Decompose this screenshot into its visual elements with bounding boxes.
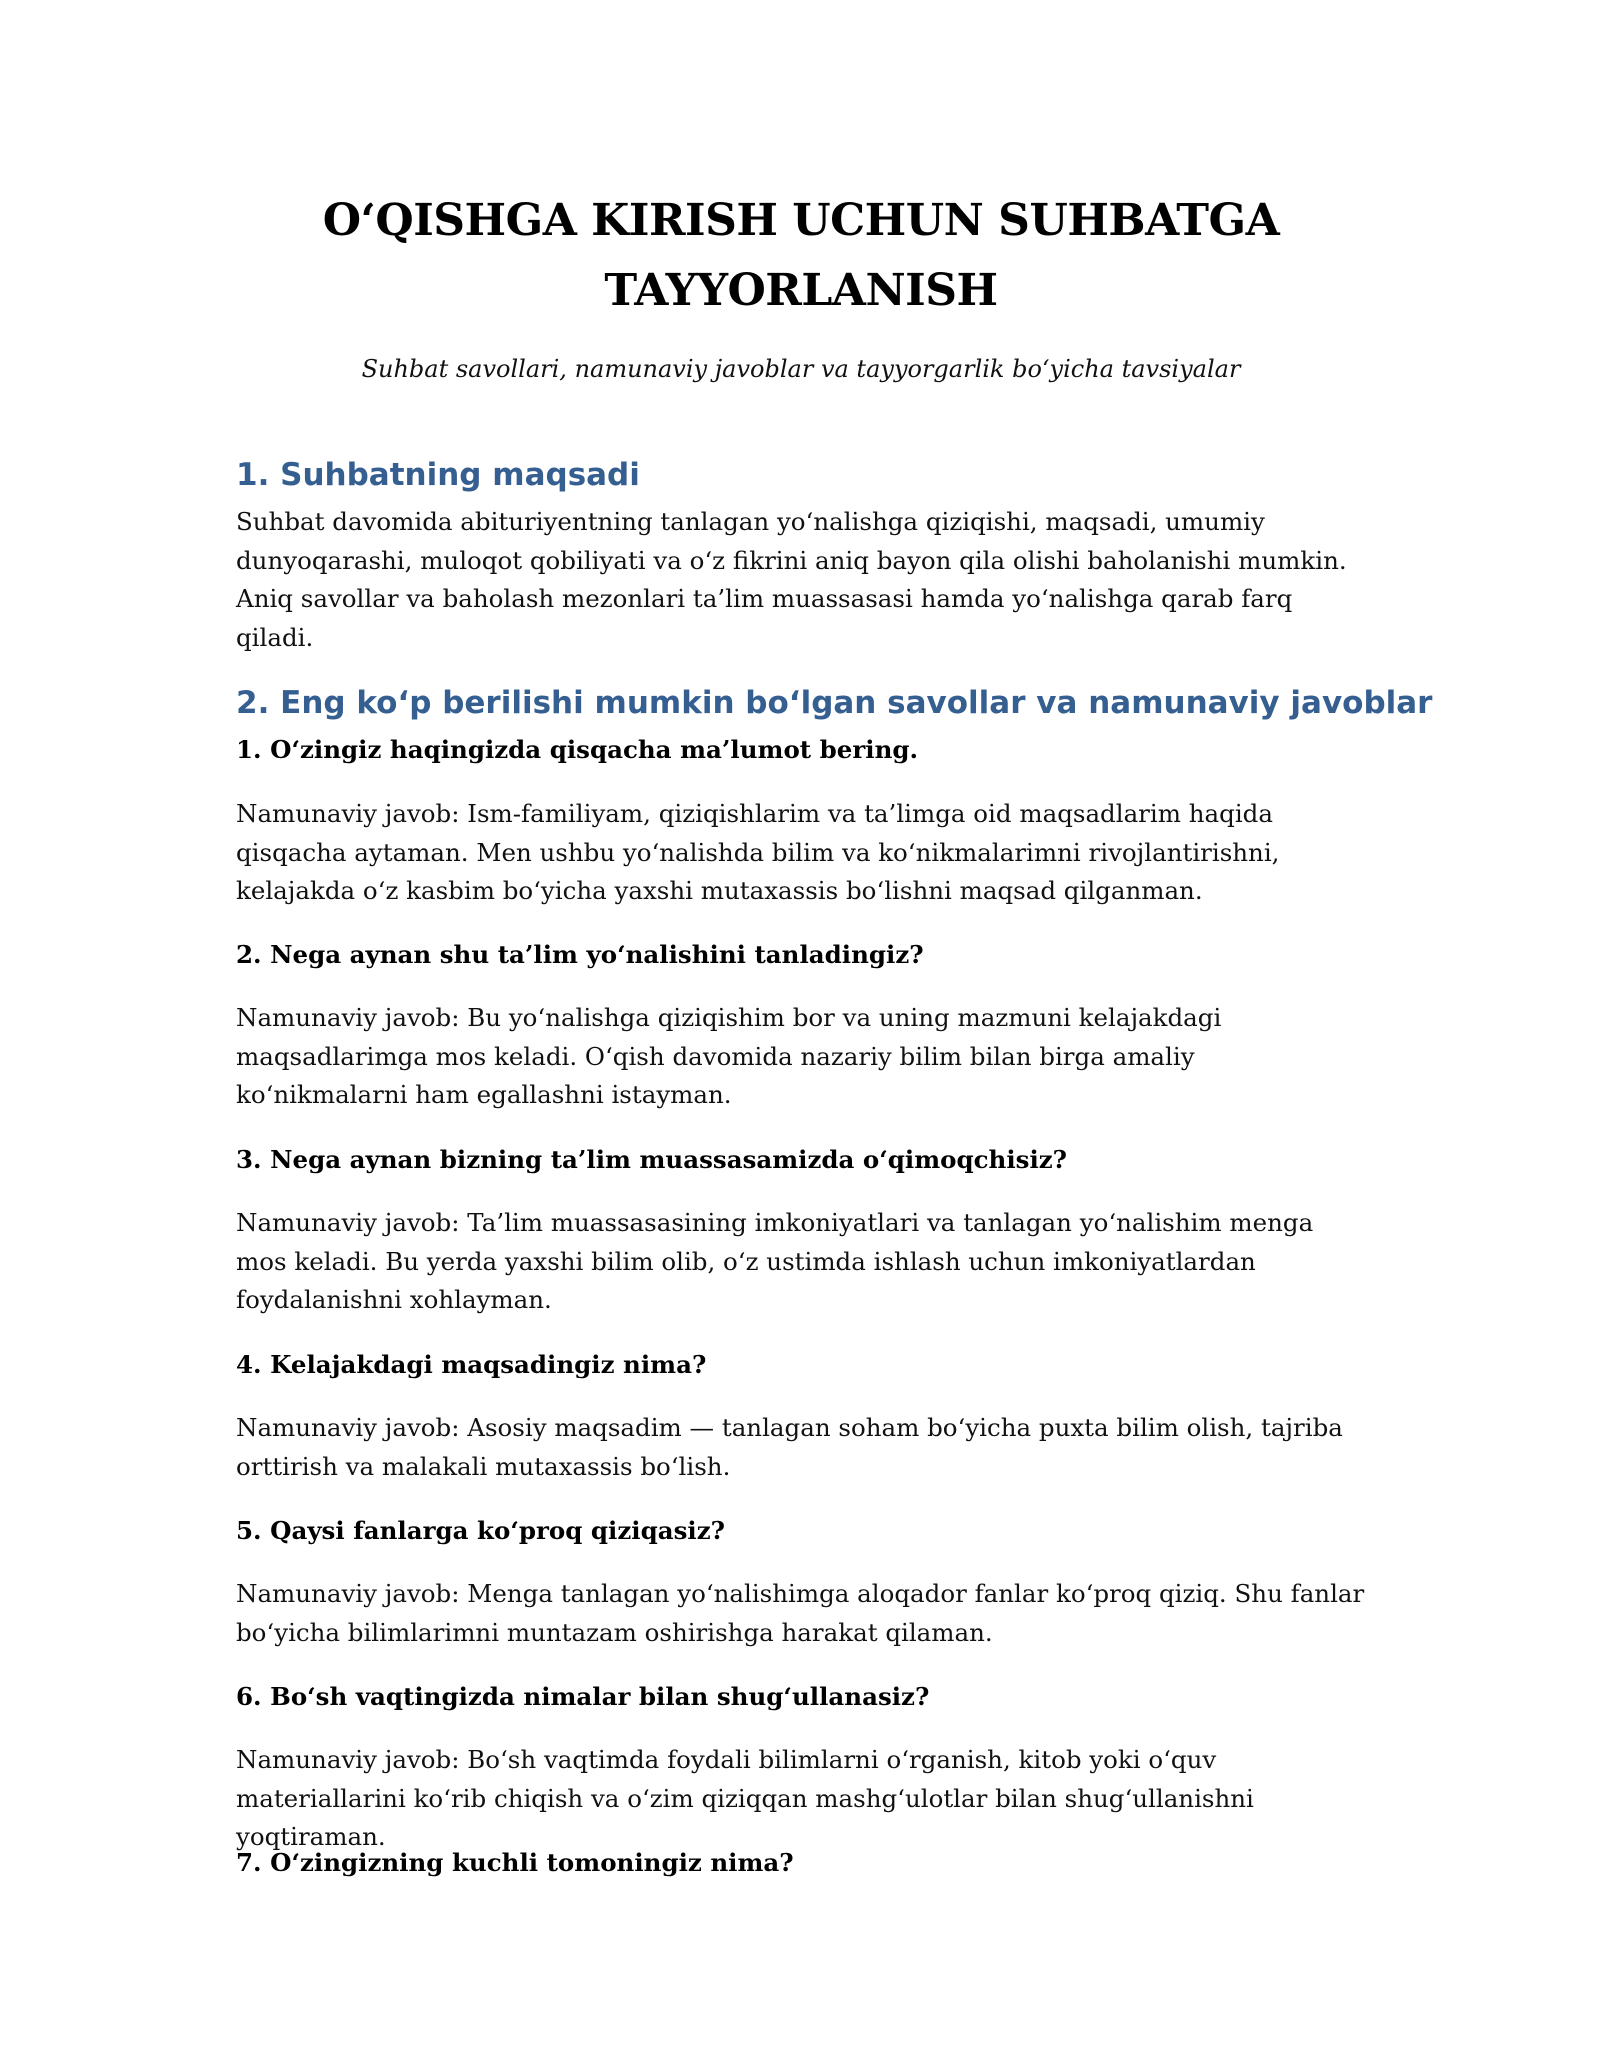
question-1: 1. O‘zingiz haqingizda qisqacha ma’lumot bering.	[236, 735, 919, 764]
question-6: 6. Bo‘sh vaqtingizda nimalar bilan shug‘ullanasiz?	[236, 1682, 930, 1711]
question-3: 3. Nega aynan bizning ta’lim muassasamizda o‘qimoqchisiz?	[236, 1145, 1068, 1174]
document-subtitle: Suhbat savollari, namunaviy javoblar va tayyorgarlik bo‘yicha tavsiyalar	[361, 355, 1241, 383]
answer-1: Namunaviy javob: Ism-familiyam, qiziqishlarim va ta’limga oid maqsadlarim haqida qisqacha aytaman. Men ushbu yo‘nalishda bilim va ko‘nikmalarimni rivojlantirishni, kelajakda o‘z kasbim bo‘yicha yaxshi mutaxassis bo‘lishni maqsad qilganman.	[236, 799, 1280, 905]
section-2-heading: 2. Eng ko‘p berilishi mumkin bo‘lgan savollar va namunaviy javoblar	[236, 685, 1433, 721]
answer-6: Namunaviy javob: Bo‘sh vaqtimda foydali bilimlarni o‘rganish, kitob yoki o‘quv materiallarini ko‘rib chiqish va o‘zim qiziqqan mashg‘ulotlar bilan shug‘ullanishni yoqtiraman.	[236, 1745, 1254, 1851]
answer-5: Namunaviy javob: Menga tanlagan yo‘nalishimga aloqador fanlar ko‘proq qiziq. Shu fanlar bo‘yicha bilimlarimni muntazam oshirishga harakat qilaman.	[236, 1579, 1365, 1647]
answer-3: Namunaviy javob: Ta’lim muassasasining imkoniyatlari va tanlagan yo‘nalishim menga mos keladi. Bu yerda yaxshi bilim olib, o‘z ustimda ishlash uchun imkoniyatlardan foydalanishni xohlayman.	[236, 1208, 1314, 1314]
question-5: 5. Qaysi fanlarga ko‘proq qiziqasiz?	[236, 1516, 725, 1545]
document-title	[236, 186, 1366, 326]
document-title-line-1: O‘QISHGA KIRISH UCHUN SUHBATGA	[322, 195, 1280, 246]
section-1-paragraph: Suhbat davomida abituriyentning tanlagan yo‘nalishga qiziqishi, maqsadi, umumiy dunyoqarashi, muloqot qobiliyati va o‘z fikrini aniq bayon qila olishi baholanishi mumkin. Aniq savollar va baholash mezonlari ta’lim muassasasi hamda yo‘nalishga qarab farq qiladi.	[236, 507, 1347, 652]
answer-2: Namunaviy javob: Bu yo‘nalishga qiziqishim bor va uning mazmuni kelajakdagi maqsadlarimga mos keladi. O‘qish davomida nazariy bilim bilan birga amaliy ko‘nikmalarni ham egallashni istayman.	[236, 1003, 1222, 1109]
question-4: 4. Kelajakdagi maqsadingiz nima?	[236, 1350, 707, 1379]
question-7: 7. O‘zingizning kuchli tomoningiz nima?	[236, 1848, 794, 1877]
answer-4: Namunaviy javob: Asosiy maqsadim — tanlagan soham bo‘yicha puxta bilim olish, tajriba orttirish va malakali mutaxassis bo‘lish.	[236, 1413, 1343, 1481]
question-2: 2. Nega aynan shu ta’lim yo‘nalishini tanladingiz?	[236, 940, 924, 969]
section-1-heading: 1. Suhbatning maqsadi	[236, 457, 640, 493]
document-title-line-2: TAYYORLANISH	[604, 265, 998, 316]
